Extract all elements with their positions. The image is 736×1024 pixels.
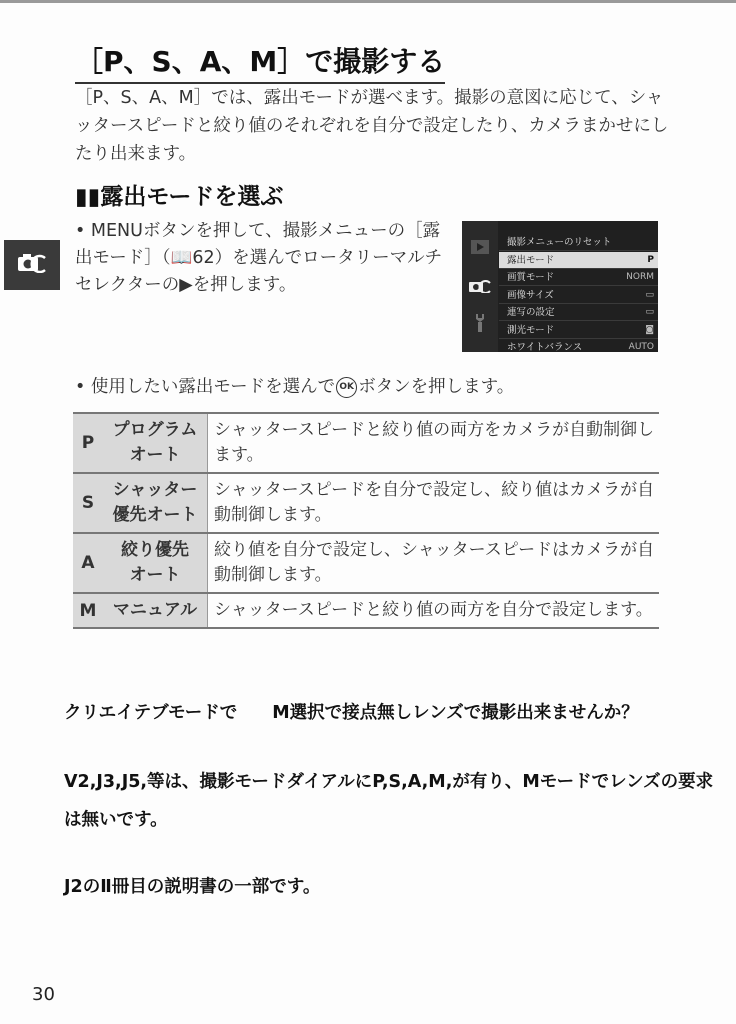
menu-item-value: AUTO [628,342,654,352]
menu-item-value: NORM [626,272,654,282]
camera-icon [17,253,47,277]
mode-name: 絞り優先 オート [103,533,208,593]
shooting-menu-tab [4,240,60,290]
mode-name: マニュアル [103,593,208,628]
step-2-text-start: • 使用したい露出モードを選んで [75,377,336,397]
mode-key: M [73,593,103,628]
comment-question: クリエイテブモードで M選択で接点無しレンズで撮影出来ませんか？ [64,703,639,723]
top-rule [0,0,736,3]
menu-item-label: 画像サイズ [507,289,554,301]
mode-key: S [73,473,103,533]
mode-key: A [73,533,103,593]
menu-item [499,304,658,321]
menu-item-value: P [647,254,654,265]
mode-description: シャッタースピードを自分で設定し、絞り値はカメラが自動制御します。 [208,473,660,533]
comment-answer: V2,J3,J5,等は、撮影モードダイアルにP,S,A,M,が有り、Mモードでレンズの要求は無いです。 [64,772,714,830]
page-title: ［P、S、A、M］で撮影する [75,40,445,84]
table-row [73,593,659,628]
mode-description: 絞り値を自分で設定し、シャッタースピードはカメラが自動制御します。 [208,533,660,593]
page-number: 30 [32,984,55,1005]
mode-name: シャッター 優先オート [103,473,208,533]
menu-item-label: 画質モード [507,272,555,283]
instruction-step-1: • MENUボタンを押して、撮影メニューの［露出モード］（📖62）を選んでロータリーマルチセレクターの▶を押します。 [75,221,443,295]
menu-item [499,322,658,339]
menu-item-value: ▭ [645,307,654,317]
menu-item [499,252,658,269]
intro-paragraph: ［P、S、A、M］では、露出モードが選べます。撮影の意図に応じて、シャッタースピードと絞り値のそれぞれを自分で設定したり、カメラまかせにしたり出来ます。 [75,88,669,164]
menu-list [499,221,658,352]
table-row [73,413,659,473]
menu-item-value: ▭ [645,289,654,300]
camera-icon [468,276,492,296]
menu-item-value: ◙ [645,324,654,335]
table-row [73,533,659,593]
play-icon [468,237,492,257]
menu-item-label: 撮影メニューのリセット [507,237,612,248]
table-row [73,473,659,533]
menu-item [499,234,658,251]
mode-key: P [73,413,103,473]
menu-item [499,287,658,304]
menu-item [499,339,658,352]
mode-name: プログラム オート [103,413,208,473]
menu-item-label: ホワイトバランス [507,342,583,352]
wrench-icon [468,313,492,333]
comment-note: J2のⅡ冊目の説明書の一部です。 [64,877,321,897]
menu-item-label: 露出モード [507,254,555,266]
exposure-mode-table [73,412,659,629]
section-heading: ▮▮露出モードを選ぶ [75,184,284,210]
menu-item [499,269,658,286]
menu-icon-column [462,221,498,352]
camera-menu-screenshot [462,221,658,352]
menu-item-label: 測光モード [507,324,555,336]
mode-description: シャッタースピードと絞り値の両方をカメラが自動制御します。 [208,413,660,473]
ok-button-icon: OK [336,377,357,398]
menu-item-label: 連写の設定 [507,307,555,318]
step-2-text-end: ボタンを押します。 [358,377,515,397]
mode-description: シャッタースピードと絞り値の両方を自分で設定します。 [208,593,660,628]
instruction-step-2 [75,374,675,401]
